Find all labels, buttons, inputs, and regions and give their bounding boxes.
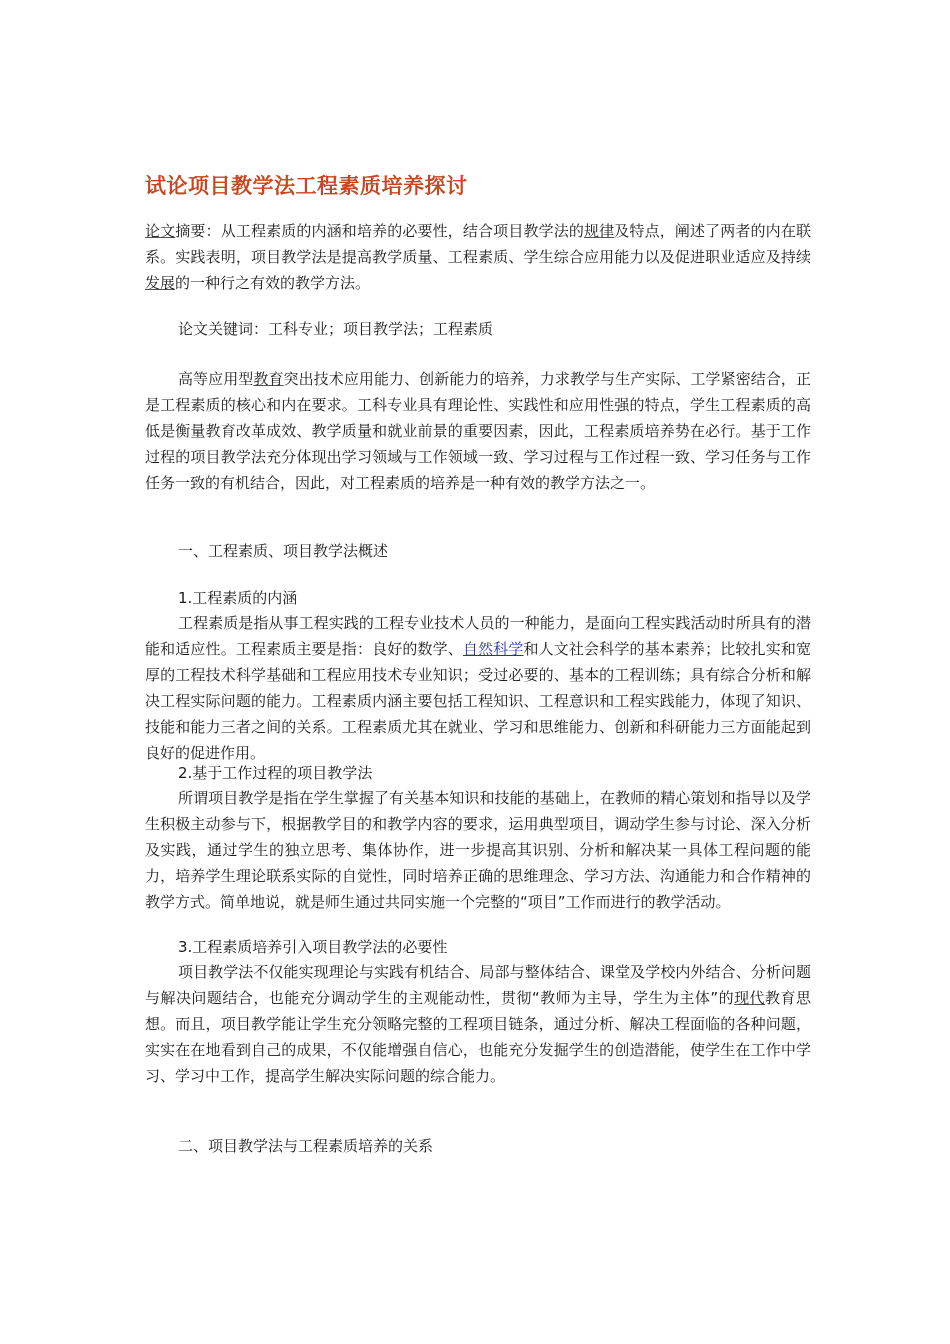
- keywords-line: 论文关键词：工科专业；项目教学法；工程素质: [178, 320, 494, 338]
- intro-paragraph: [145, 366, 811, 496]
- abstract-link-lunwen[interactable]: 论文: [145, 222, 176, 240]
- sub3-text-1: 项目教学法不仅能实现理论与实践有机结合、局部与整体结合、课堂及学校内外结合、分析问题与解决问题结合，也能充分调动学生的主观能动性，贯彻“教师为主导，学生为主体”的: [145, 963, 811, 1007]
- sub3-text-2: 教育思想。而且，项目教学能让学生充分领略完整的工程项目链条，通过分析、解决工程面临的各种问题，实实在在地看到自己的成果，不仅能增强自信心，也能充分发掘学生的创造潜能，使学生在工作中学习、学习中工作，提高学生解决实际问题的综合能力。: [145, 989, 811, 1085]
- sub2-paragraph: 所谓项目教学是指在学生掌握了有关基本知识和技能的基础上，在教师的精心策划和指导以及学生积极主动参与下，根据教学目的和教学内容的要求，运用典型项目，调动学生参与讨论、深入分析及实践，通过学生的独立思考、集体协作，进一步提高其识别、分析和解决某一具体工程问题的能力，培养学生理论联系实际的自觉性，同时培养正确的思维理念、学习方法、沟通能力和合作精神的教学方式。简单地说，就是师生通过共同实施一个完整的“项目”工作而进行的教学活动。: [145, 789, 811, 911]
- abstract-text-3: 的一种行之有效的教学方法。: [175, 274, 371, 292]
- sub3-link-xiandai[interactable]: 现代: [734, 989, 766, 1007]
- sub3-heading: 3.工程素质培养引入项目教学法的必要性: [178, 938, 448, 956]
- section1-heading: 一、工程素质、项目教学法概述: [178, 542, 389, 560]
- intro-text-1: 高等应用型: [178, 370, 254, 388]
- sub2-heading: 2.基于工作过程的项目教学法: [178, 764, 373, 782]
- sub1-link-ziranxuekexue[interactable]: 自然科学: [462, 640, 524, 658]
- section2-heading: 二、项目教学法与工程素质培养的关系: [178, 1137, 434, 1155]
- abstract-link-fazhan[interactable]: 发展: [145, 274, 176, 292]
- abstract-text-2: 及特点，阐述了两者的内在联系。实践表明，项目教学法是提高教学质量、工程素质、学生综合应用能力以及促进职业适应及持续: [145, 222, 811, 266]
- sub1-paragraph: [145, 610, 811, 766]
- abstract-link-guilv[interactable]: 规律: [584, 222, 615, 240]
- intro-text-2: 突出技术应用能力、创新能力的培养，力求教学与生产实际、工学紧密结合，正是工程素质的核心和内在要求。工科专业具有理论性、实践性和应用性强的特点，学生工程素质的高低是衡量教育改革成效、教学质量和就业前景的重要因素，因此，工程素质培养势在必行。基于工作过程的项目教学法充分体现出学习领域与工作领域一致、学习过程与工作过程一致、学习任务与工作任务一致的有机结合，因此，对工程素质的培养是一种有效的教学方法之一。: [145, 370, 811, 492]
- abstract-paragraph: [145, 218, 811, 296]
- document-title: 试论项目教学法工程素质培养探讨: [145, 174, 468, 198]
- sub1-text-1: 工程素质是指从事工程实践的工程专业技术人员的一种能力，是面向工程实践活动时所具有的潜能和适应性。工程素质主要是指：良好的数学、: [145, 614, 811, 658]
- sub1-text-2: 和人文社会科学的基本素养；比较扎实和宽厚的工程技术科学基础和工程应用技术专业知识；受过必要的、基本的工程训练；具有综合分析和解决工程实际问题的能力。工程素质内涵主要包括工程知识、工程意识和工程实践能力，体现了知识、技能和能力三者之间的关系。工程素质尤其在就业、学习和思维能力、创新和科研能力三方面能起到良好的促进作用。: [145, 640, 811, 762]
- abstract-text-1: 摘要：从工程素质的内涵和培养的必要性，结合项目教学法的: [175, 222, 585, 240]
- sub3-paragraph: [145, 959, 811, 1089]
- sub1-heading: 1.工程素质的内涵: [178, 589, 298, 607]
- intro-link-jiaoyu[interactable]: 教育: [253, 370, 284, 388]
